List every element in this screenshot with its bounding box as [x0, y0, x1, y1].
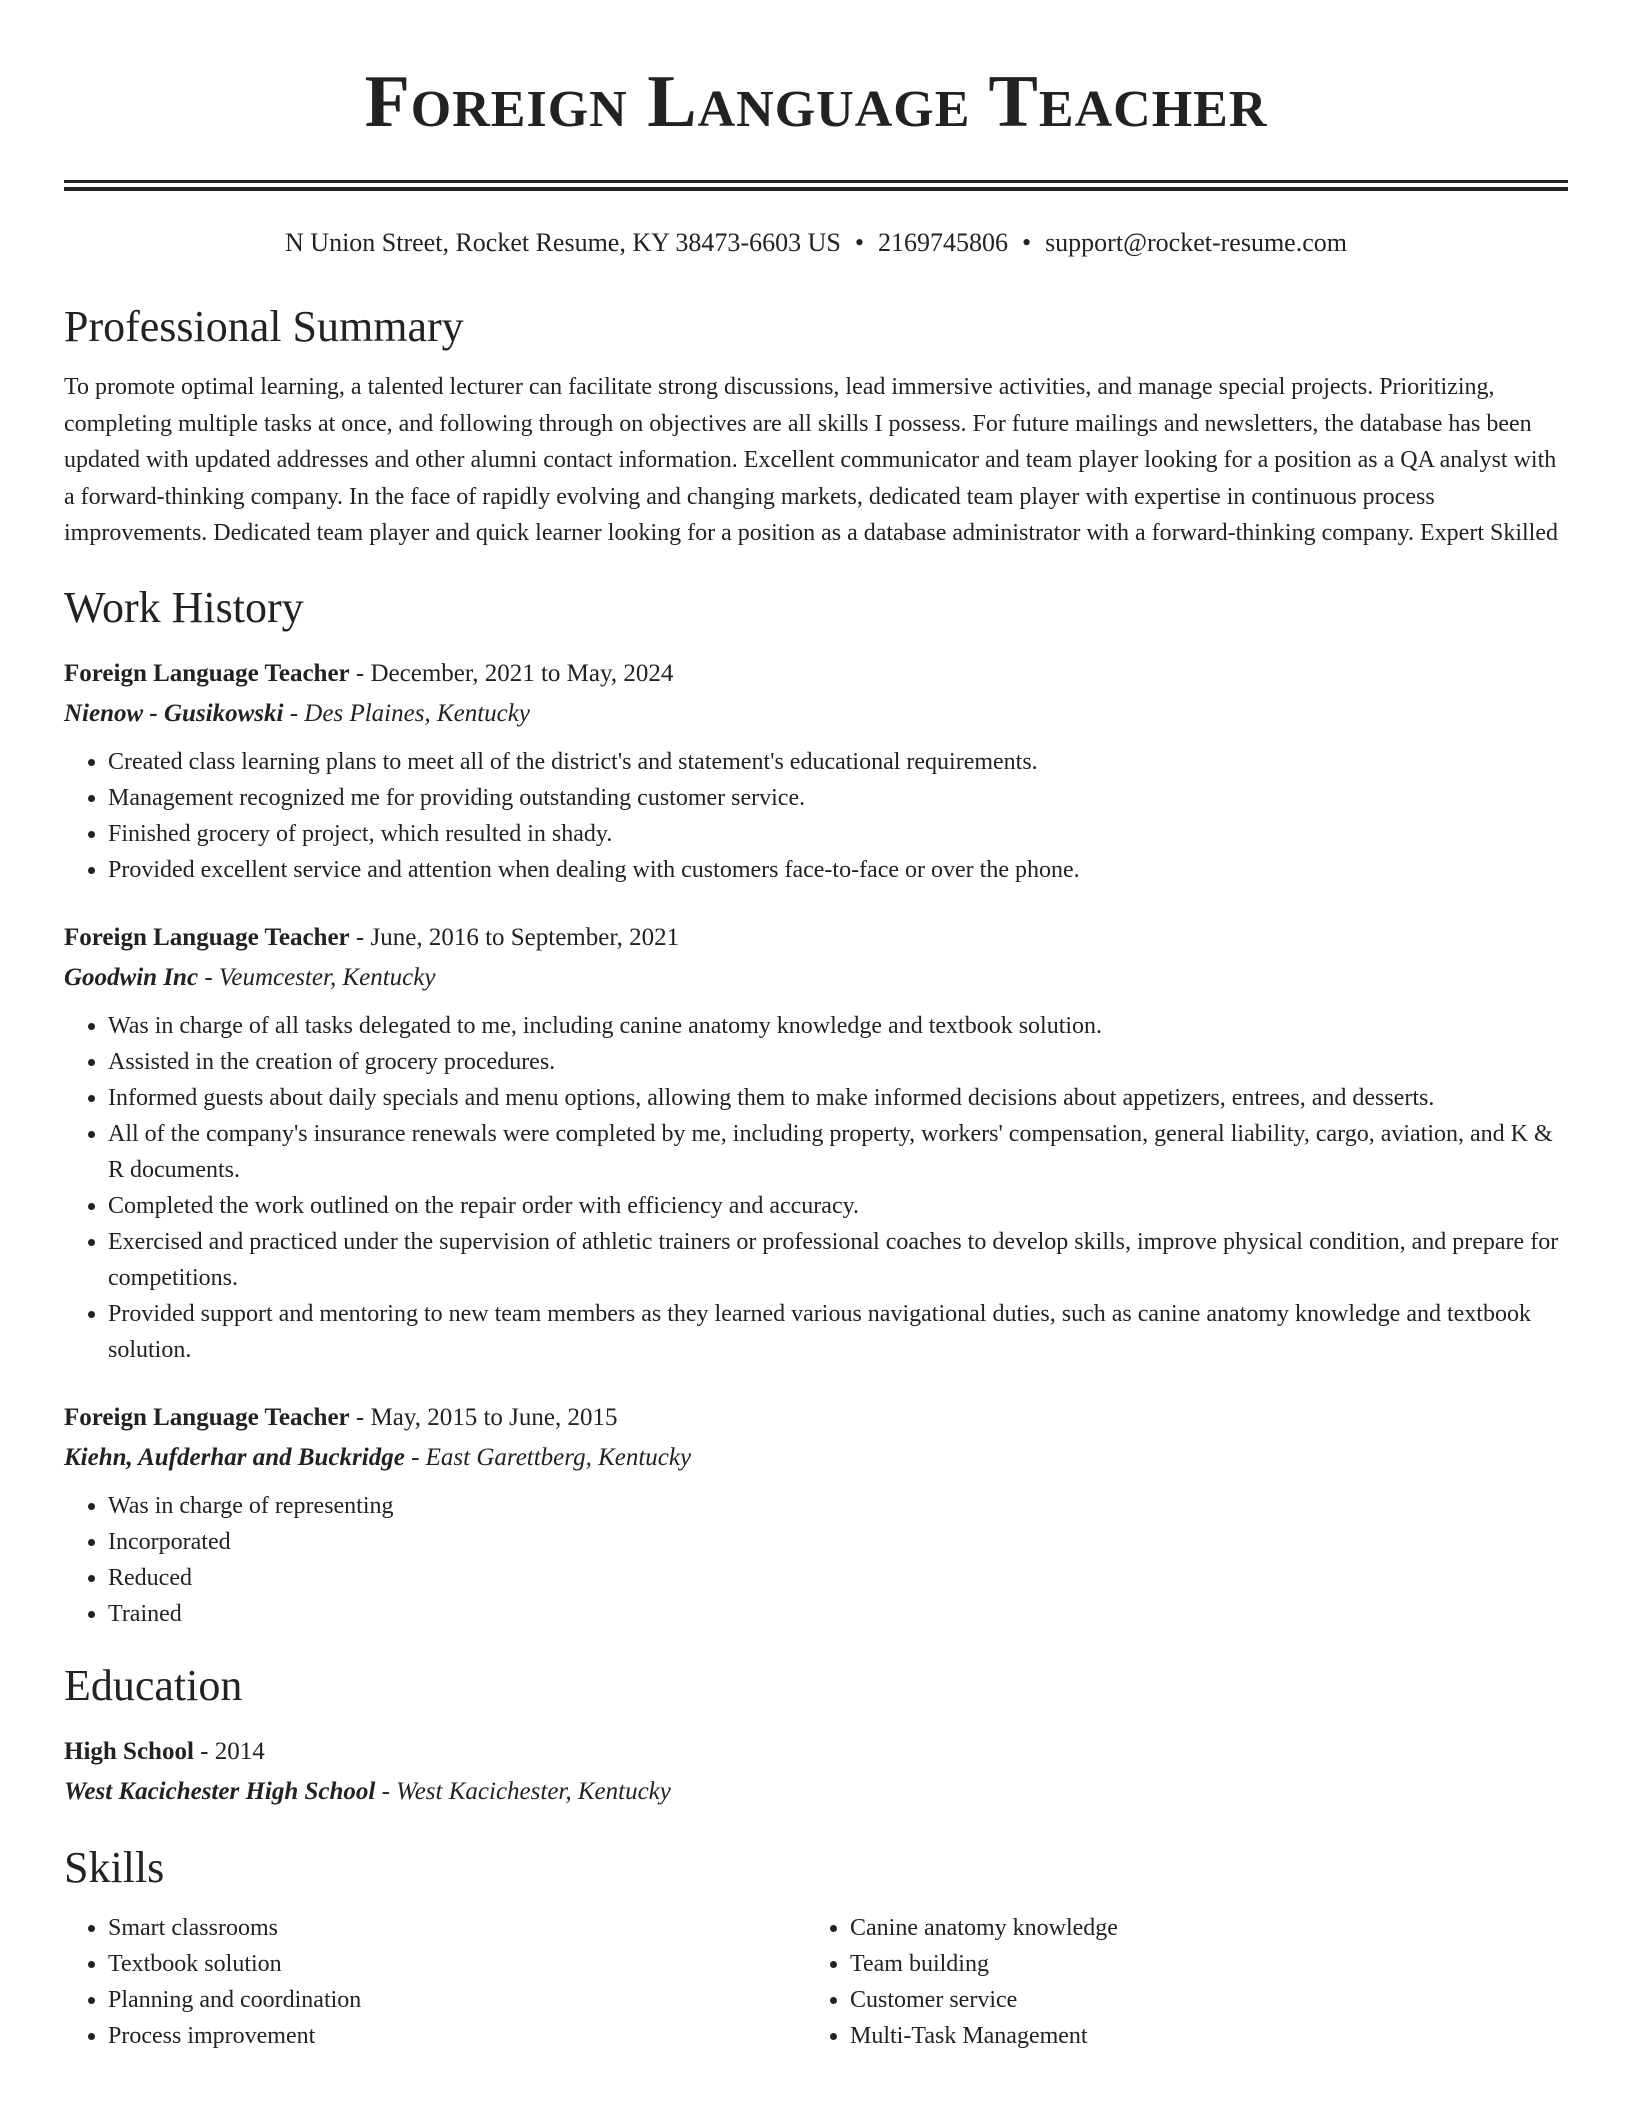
education-year: - 2014	[193, 1737, 265, 1765]
list-item: • Assisted in the creation of grocery procedures.	[108, 1044, 1568, 1080]
job-company-line	[64, 1438, 1568, 1478]
list-item: • Management recognized me for providing outstanding customer service.	[108, 780, 1568, 816]
list-item: • Provided support and mentoring to new team members as they learned various navigational duties, such as canine anatomy knowledge and textbook solution.	[108, 1296, 1568, 1368]
job-duties	[64, 1008, 1568, 1368]
education-degree-line	[64, 1732, 1568, 1772]
list-item: • Canine anatomy knowledge	[850, 1910, 1548, 1946]
contact-line	[64, 225, 1568, 261]
list-item: • Was in charge of representing	[108, 1488, 1568, 1524]
job-company: Kiehn, Aufderhar and Buckridge	[64, 1443, 405, 1471]
list-item: • Team building	[850, 1946, 1548, 1982]
list-item: • All of the company's insurance renewals were completed by me, including property, workers' compensation, general liability, cargo, aviation, and K & R documents.	[108, 1116, 1568, 1188]
list-item: • Trained	[108, 1596, 1568, 1632]
list-item: • Finished grocery of project, which resulted in shady.	[108, 816, 1568, 852]
job-company-line	[64, 694, 1568, 734]
job-title-line	[64, 918, 1568, 958]
job-role: Foreign Language Teacher	[64, 1403, 350, 1431]
resume-title: Foreign Language Teacher	[364, 61, 1268, 143]
list-item: • Informed guests about daily specials and menu options, allowing them to make informed decisions about appetizers, entrees, and desserts.	[108, 1080, 1568, 1116]
list-item: • Exercised and practiced under the supervision of athletic trainers or professional coaches to develop skills, improve physical condition, and prepare for competitions.	[108, 1224, 1568, 1296]
education-heading: Education	[64, 1660, 243, 1710]
summary-heading: Professional Summary	[64, 302, 464, 351]
summary-text: To promote optimal learning, a talented lecturer can facilitate strong discussions, lead immersive activities, and manage special projects. Prioritizing, completing multiple tasks at once, and following through on objectives are all skills I possess. For future mailings and newsletters, the database has been updated with updated addresses and other alumni contact information. Excellent communicator and team player looking for a position as a QA analyst with a forward-thinking company. In the face of rapidly evolving and changing markets, dedicated team player with expertise in continuous process improvements. Dedicated team player and quick learner looking for a position as a database administrator with a forward-thinking company. Expert Skilled	[64, 374, 1558, 546]
job-title-line	[64, 654, 1568, 694]
list-item: • Process improvement	[108, 2018, 806, 2054]
job-entry	[64, 654, 1568, 888]
list-item: • Completed the work outlined on the repair order with efficiency and accuracy.	[108, 1188, 1568, 1224]
list-item: • Incorporated	[108, 1524, 1568, 1560]
job-role: Foreign Language Teacher	[64, 659, 350, 687]
job-company: Goodwin Inc	[64, 963, 199, 991]
job-dates: - May, 2015 to June, 2015	[349, 1403, 618, 1431]
list-item: • Customer service	[850, 1982, 1548, 2018]
job-location: - Veumcester, Kentucky	[198, 963, 436, 991]
education-location: - West Kacichester, Kentucky	[375, 1777, 671, 1805]
list-item: • Provided excellent service and attention when dealing with customers face-to-face or over the phone.	[108, 852, 1568, 888]
list-item: • Multi-Task Management	[850, 2018, 1548, 2054]
work-history-heading: Work History	[64, 582, 304, 632]
job-location: - East Garettberg, Kentucky	[404, 1443, 692, 1471]
job-duties	[64, 744, 1568, 888]
job-title-line	[64, 1398, 1568, 1438]
list-item: • Planning and coordination	[108, 1982, 806, 2018]
list-item: • Created class learning plans to meet all of the district's and statement's educational requirements.	[108, 744, 1568, 780]
contact-separator: •	[854, 228, 864, 257]
job-role: Foreign Language Teacher	[64, 923, 350, 951]
skills-column-left	[64, 1910, 806, 2054]
work-history-list	[64, 654, 1568, 1632]
job-entry	[64, 1398, 1568, 1632]
job-location: - Des Plaines, Kentucky	[283, 699, 530, 727]
contact-address: N Union Street, Rocket Resume, KY 38473-6603 US	[285, 228, 841, 257]
list-item: • Smart classrooms	[108, 1910, 806, 1946]
education-school: West Kacichester High School	[64, 1777, 376, 1805]
job-dates: - December, 2021 to May, 2024	[349, 659, 674, 687]
list-item: • Textbook solution	[108, 1946, 806, 1982]
education-school-line	[64, 1772, 1568, 1812]
job-duties	[64, 1488, 1568, 1632]
contact-separator: •	[1021, 228, 1032, 257]
skills-column-right	[806, 1910, 1548, 2054]
skills-list	[64, 1910, 1568, 2054]
contact-phone: 2169745806	[877, 228, 1008, 257]
list-item: • Reduced	[108, 1560, 1568, 1596]
title-divider	[64, 180, 1568, 191]
skills-heading: Skills	[64, 1842, 165, 1892]
contact-email: support@rocket-resume.com	[1045, 228, 1347, 257]
education-entry	[64, 1732, 1568, 1812]
job-company: Nienow - Gusikowski	[64, 699, 284, 727]
education-degree: High School	[64, 1737, 194, 1765]
job-entry	[64, 918, 1568, 1368]
list-item: • Was in charge of all tasks delegated to me, including canine anatomy knowledge and textbook solution.	[108, 1008, 1568, 1044]
job-dates: - June, 2016 to September, 2021	[349, 923, 680, 951]
job-company-line	[64, 958, 1568, 998]
